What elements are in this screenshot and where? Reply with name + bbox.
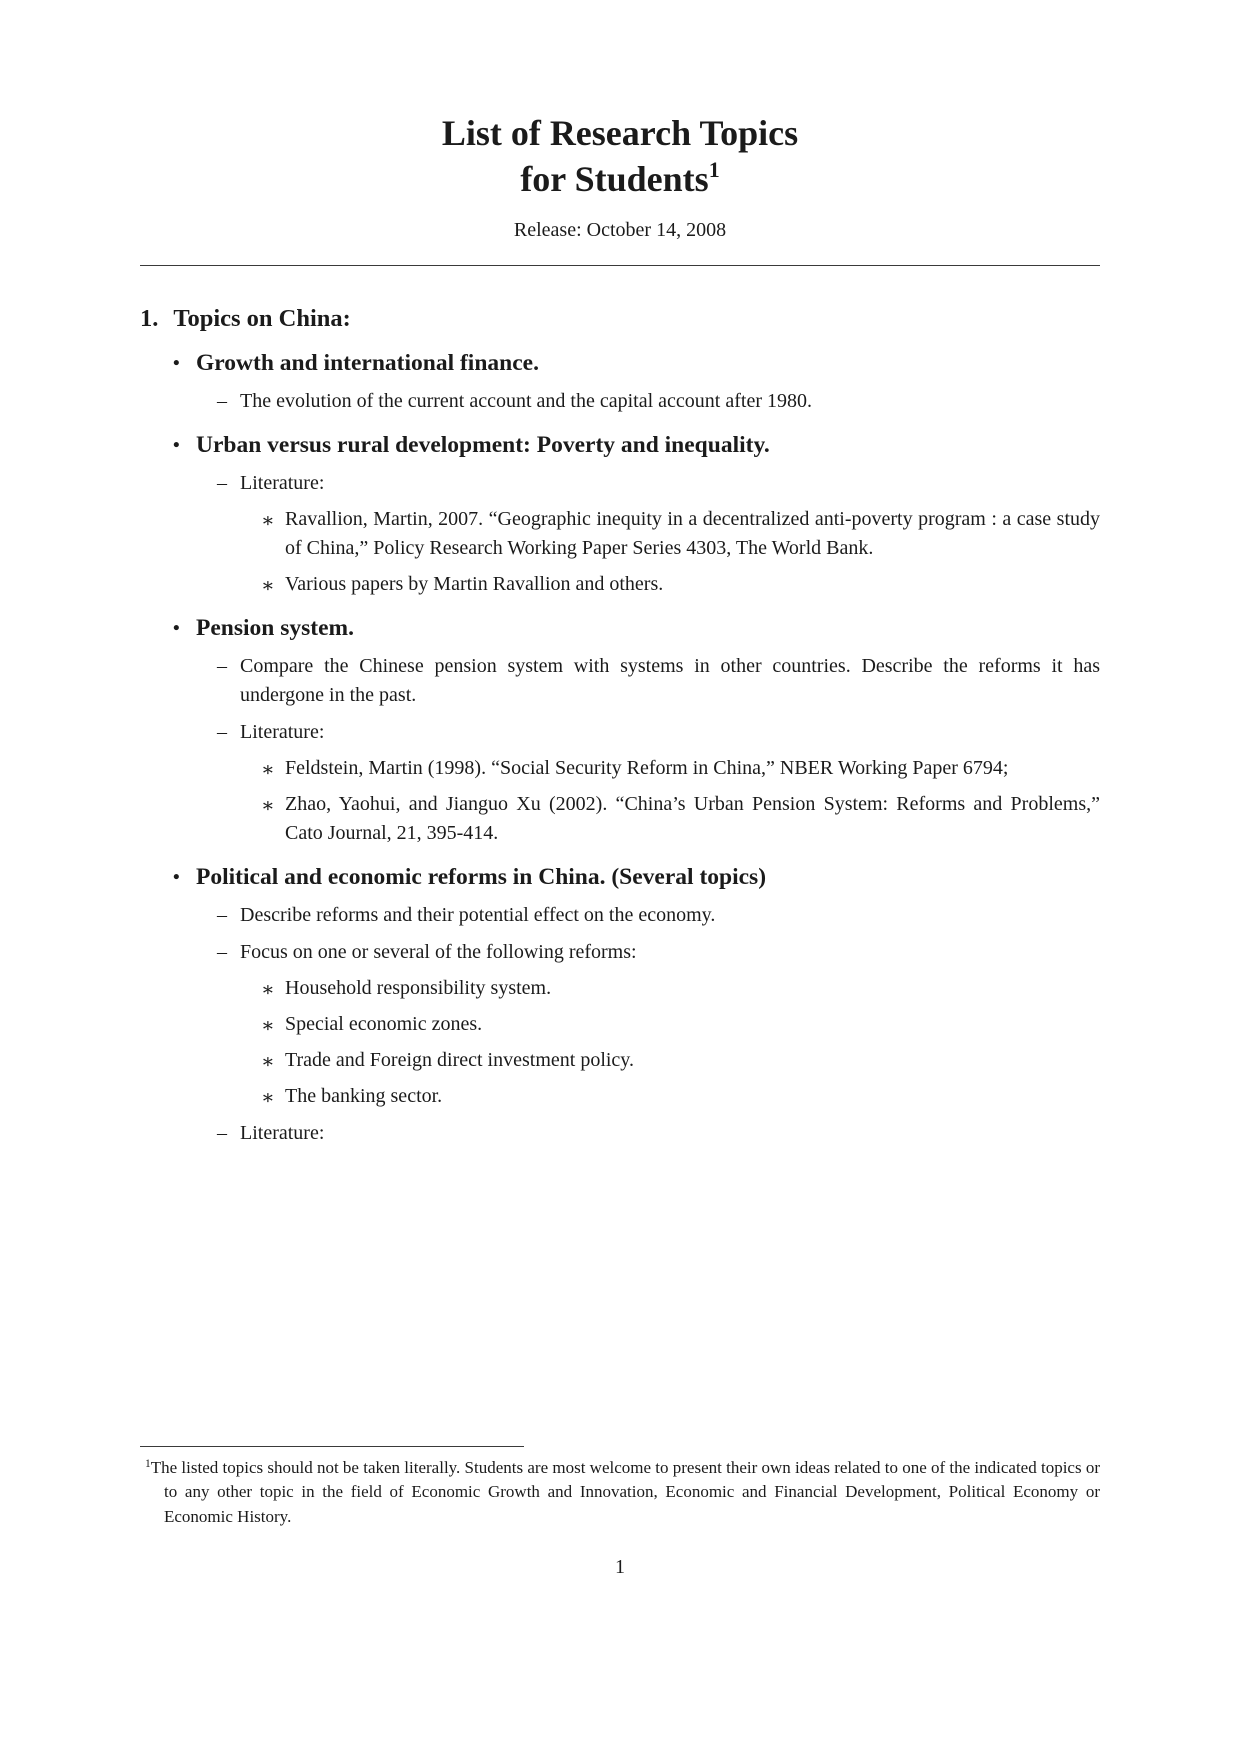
dash-item: – Describe reforms and their potential effect on the economy. — [140, 901, 1100, 930]
footnote — [140, 1456, 1100, 1530]
page-number: 1 — [615, 1556, 625, 1578]
dash-item: – The evolution of the current account and the capital account after 1980. — [140, 387, 1100, 416]
star-item: ∗ Ravallion, Martin, 2007. “Geographic inequity in a decentralized anti-poverty program : a case study of China,” Policy Research Working Paper Series 4303, The World Bank. — [261, 508, 1100, 559]
star-item: ∗ Special economic zones. — [140, 1010, 1100, 1039]
star-item: ∗ Household responsibility system. — [140, 974, 1100, 1003]
star-item: ∗ Various papers by Martin Ravallion and others. — [140, 570, 1100, 599]
topic-heading: • Growth and international finance. — [140, 347, 1100, 379]
star-item: ∗ The banking sector. — [140, 1082, 1100, 1111]
topic-list — [140, 334, 1100, 1148]
dash-icon: – — [217, 721, 227, 743]
star-icon: ∗ — [261, 979, 275, 1001]
topic-heading: • Pension system. — [140, 612, 1100, 644]
dash-icon: – — [217, 904, 227, 926]
star-item: ∗ Trade and Foreign direct investment policy. — [140, 1046, 1100, 1075]
star-icon: ∗ — [261, 575, 275, 597]
star-item: ∗ Zhao, Yaohui, and Jianguo Xu (2002). “China’s Urban Pension System: Reforms and Problems,” Cato Journal, 21, 395-414. — [261, 793, 1100, 844]
topic-heading: • Urban versus rural development: Poverty and inequality. — [140, 429, 1100, 461]
dash-item: – Literature: — [140, 1119, 1100, 1148]
footnote-mark: 1 — [145, 1457, 151, 1470]
bullet-icon: • — [173, 618, 180, 639]
dash-item: – Literature: — [140, 718, 1100, 747]
footnote-text: The listed topics should not be taken literally. Students are most welcome to present their own ideas related to one of the indicated topics or to any other topic in the field of Economic Growth and Innovation, Economic and Financial Development, Political Economy or Economic History. — [150, 1457, 1100, 1526]
page-title — [140, 110, 1100, 202]
star-icon: ∗ — [261, 1051, 275, 1073]
star-icon: ∗ — [261, 795, 275, 817]
dash-icon: – — [217, 941, 227, 963]
topic-heading: • Political and economic reforms in China. (Several topics) — [140, 861, 1100, 893]
star-icon: ∗ — [261, 759, 275, 781]
star-item: ∗ Feldstein, Martin (1998). “Social Security Reform in China,” NBER Working Paper 6794; — [140, 754, 1100, 783]
release-date: Release: October 14, 2008 — [513, 219, 727, 241]
dash-icon: – — [217, 1122, 227, 1144]
title-line-1: List of Research Topics — [441, 113, 799, 153]
dash-item: – Compare the Chinese pension system with systems in other countries. Describe the reforms it has undergone in the past. — [140, 652, 1100, 710]
whitespace-spacer — [140, 1148, 1100, 1446]
dash-icon: – — [217, 390, 227, 412]
dash-icon: – — [217, 655, 227, 677]
star-icon: ∗ — [261, 510, 275, 532]
section-heading — [140, 303, 1100, 334]
section-number: 1. — [140, 305, 159, 332]
footnote-rule — [140, 1446, 524, 1447]
star-icon: ∗ — [261, 1087, 275, 1109]
title-footnote-mark: 1 — [708, 157, 720, 182]
dash-icon: – — [217, 472, 227, 494]
section-title: Topics on China: — [173, 305, 351, 332]
bullet-icon: • — [173, 353, 180, 374]
bullet-icon: • — [173, 867, 180, 888]
title-line-2: for Students$^1$ — [520, 157, 720, 199]
star-icon: ∗ — [261, 1015, 275, 1037]
bullet-icon: • — [173, 435, 180, 456]
dash-item: – Literature: — [140, 469, 1100, 498]
dash-item: – Focus on one or several of the following reforms: — [140, 938, 1100, 967]
header-rule — [140, 265, 1100, 266]
